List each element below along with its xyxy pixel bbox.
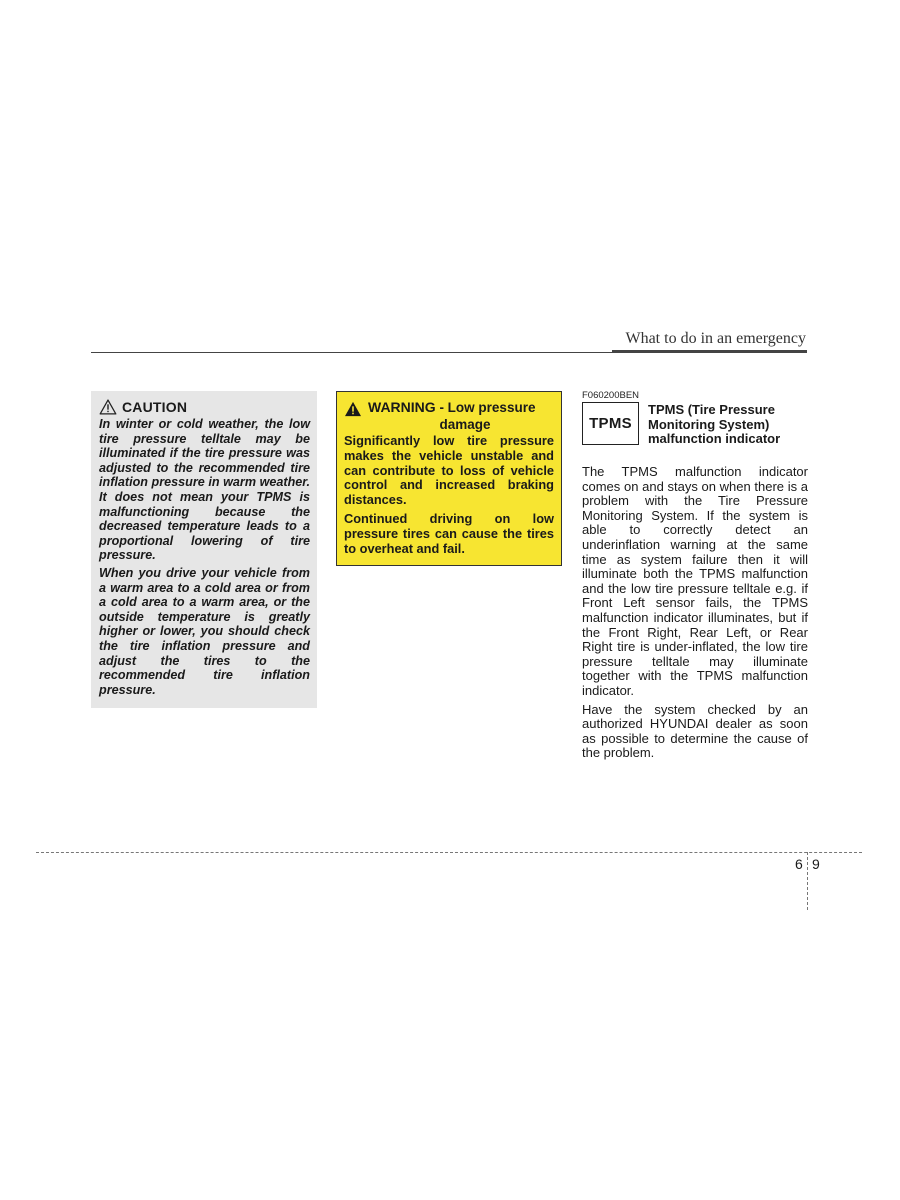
caution-paragraph: When you drive your vehicle from a warm area to a cold area or from a cold area to a warm area, or the outside temperature is greatly higher or lower, you should check the tire inflation pressure and adjust the tires to the recommended tire inflation pressure. xyxy=(99,565,310,697)
caution-paragraph: In winter or cold weather, the low tire pressure telltale may be illuminated if the tire pressure was adjusted to the recommended tire inflation pressure in warm weather. It does not mean your TPMS is malfunctioning because the decreased temperature leads to a proportional lowering of tire pressure. xyxy=(99,417,310,563)
caution-box xyxy=(91,391,317,708)
section-title: What to do in an emergency xyxy=(625,330,806,347)
warning-paragraph: Continued driving on low pressure tires can cause the tires to overheat and fail. xyxy=(344,510,554,556)
warning-subtitle-continued: damage xyxy=(439,417,491,432)
page-number: 9 xyxy=(812,856,820,872)
warning-triangle-icon xyxy=(344,401,362,417)
chapter-number: 6 xyxy=(795,856,803,872)
caution-header xyxy=(99,398,310,416)
warning-header xyxy=(344,400,554,417)
tpms-body xyxy=(582,465,808,765)
warning-title-block xyxy=(368,400,535,415)
warning-subtitle: - Low pressure xyxy=(439,400,536,415)
warning-box xyxy=(336,391,562,566)
section-code: F060200BEN xyxy=(582,390,640,401)
footer-divider xyxy=(36,852,862,853)
header-rule-accent xyxy=(612,350,807,353)
caution-title: CAUTION xyxy=(122,399,188,415)
warning-title: WARNING xyxy=(368,399,436,415)
tpms-indicator-icon xyxy=(582,402,639,445)
footer-vertical-divider xyxy=(807,852,808,910)
warning-paragraph: Significantly low tire pressure makes the vehicle unstable and can contribute to loss of vehicle control and increased braking distances. xyxy=(344,433,554,508)
tpms-badge-label: TPMS xyxy=(589,415,632,432)
caution-triangle-icon xyxy=(99,399,117,415)
tpms-heading: TPMS (Tire Pressure Monitoring System) malfunction indicator xyxy=(648,402,781,447)
tpms-paragraph: The TPMS malfunction indicator comes on and stays on when there is a problem with the Tire Pressure Monitoring System. If the system is able to correctly detect an underinflation warning at the same time as system failure then it will illuminate both the TPMS malfunction and the low tire pressure telltale e.g. if Front Left sensor fails, the TPMS malfunction indicator illuminates, but if the Front Right, Rear Left, or Rear Right tire is under-inflated, the low tire pressure telltale may illuminate together with the TPMS malfunction indicator. xyxy=(582,464,808,698)
tpms-paragraph: Have the system checked by an authorized HYUNDAI dealer as soon as possible to determine the cause of the problem. xyxy=(582,701,808,761)
